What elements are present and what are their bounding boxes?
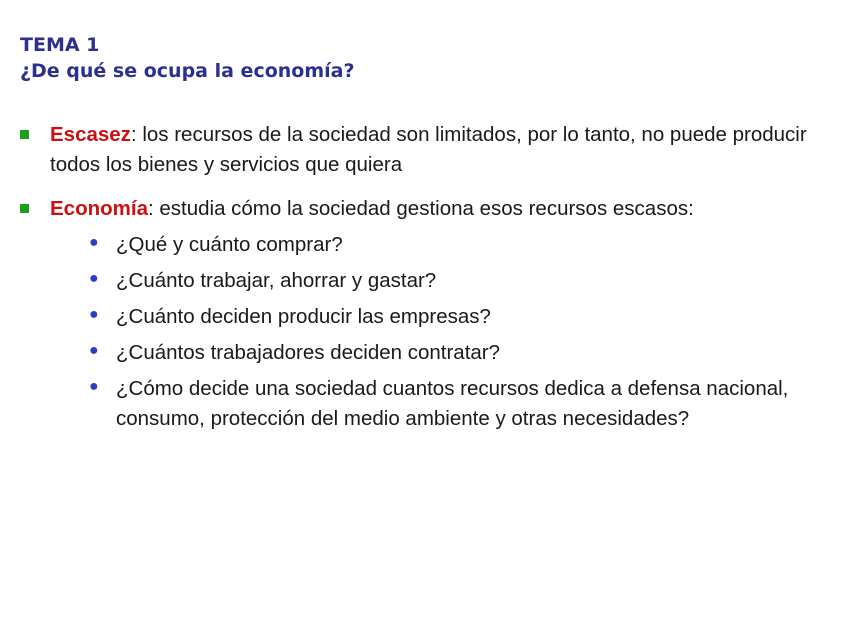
definition-economia: : estudia cómo la sociedad gestiona esos recursos escasos: [147, 197, 694, 220]
list-item [86, 302, 810, 332]
question-text: ¿Cuánto deciden producir las empresas? [116, 305, 491, 328]
question-text: ¿Qué y cuánto comprar? [116, 233, 343, 256]
title-line-topic: TEMA 1 [20, 34, 100, 56]
question-text: ¿Cómo decide una sociedad cuantos recursos dedica a defensa nacional, consumo, protección del medio ambiente y otras necesidades? [116, 377, 789, 430]
dot-bullet-icon: ● [89, 270, 99, 287]
dot-bullet-icon: ● [89, 234, 99, 251]
term-economia: Economía [50, 197, 148, 220]
dot-bullet-icon: ● [89, 306, 99, 323]
list-item [86, 266, 810, 296]
square-bullet-icon [20, 204, 29, 213]
term-escasez: Escasez [50, 123, 131, 146]
question-text: ¿Cuánto trabajar, ahorrar y gastar? [116, 269, 437, 292]
list-item [86, 338, 810, 368]
question-text: ¿Cuántos trabajadores deciden contratar? [116, 341, 501, 364]
slide-title [20, 32, 355, 84]
bullet-economia [20, 194, 810, 434]
question-list [86, 230, 810, 434]
bullet-escasez [20, 120, 810, 180]
list-item [86, 374, 810, 434]
dot-bullet-icon: ● [89, 342, 99, 359]
slide-content [20, 120, 810, 448]
definition-escasez: : los recursos de la sociedad son limitados, por lo tanto, no puede producir todos los bienes y servicios que quiera [50, 123, 807, 176]
square-bullet-icon [20, 130, 29, 139]
list-item [86, 230, 810, 260]
title-line-question: ¿De qué se ocupa la economía? [20, 60, 355, 82]
dot-bullet-icon: ● [89, 378, 99, 395]
